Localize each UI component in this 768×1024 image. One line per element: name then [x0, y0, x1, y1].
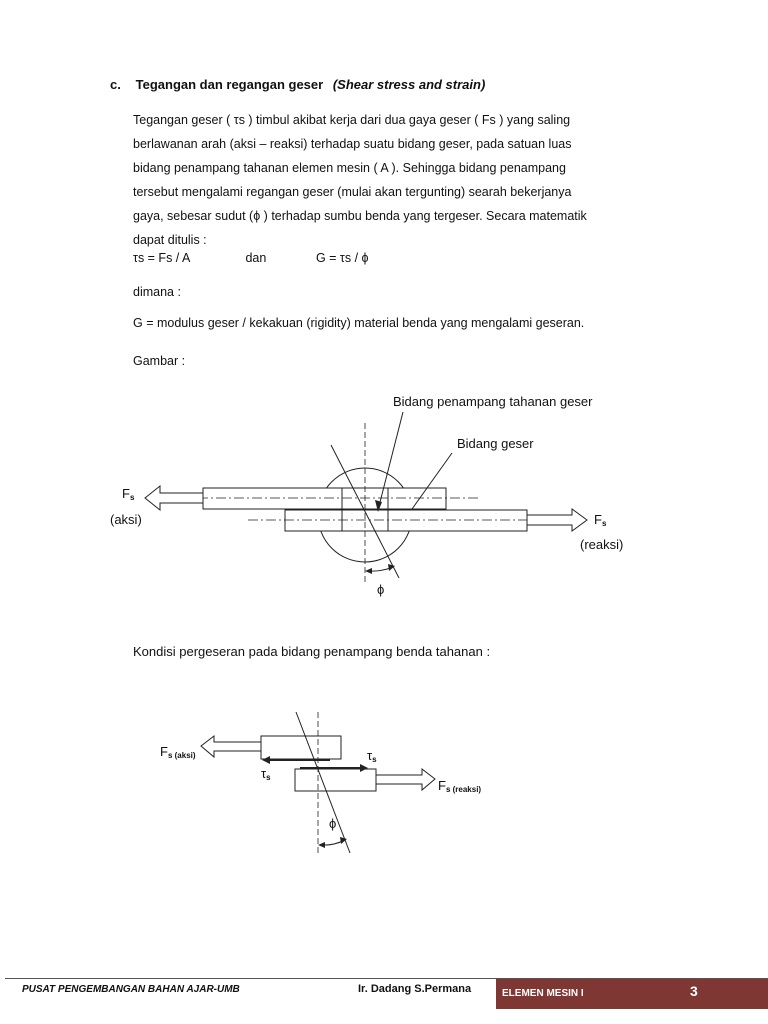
footer-course: ELEMEN MESIN I [502, 988, 584, 999]
page-number: 3 [690, 983, 698, 999]
kondisi-text: Kondisi pergeseran pada bidang penampang benda tahanan : [133, 644, 491, 659]
label2-tau-lower: $\tau_s$ [261, 766, 271, 782]
label2-fs-aksi: $F_{s (aksi)}$ [160, 744, 196, 760]
label2-tau-upper: $\tau_s$ [367, 748, 377, 764]
paragraph-line: gaya, sebesar sudut (ϕ ) terhadap sumbu benda yang tergeser. Secara matematik [133, 209, 587, 223]
gambar-label: Gambar : [133, 354, 186, 368]
phi-arc-2-arrowhead-left [318, 842, 325, 848]
section-number: c. [110, 77, 121, 92]
label-aksi: (aksi) [110, 512, 142, 527]
label-plane: Bidang penampang tahanan geser [393, 394, 593, 409]
paragraph-line: Tegangan geser ( τs ) timbul akibat kerja dari dua gaya geser ( Fs ) yang saling [133, 113, 571, 127]
label-shear-plane: Bidang geser [457, 436, 534, 451]
footer-institution: PUSAT PENGEMBANGAN BAHAN AJAR-UMB [22, 984, 240, 995]
paragraph-line: bidang penampang tahanan elemen mesin ( A ). Sehingga bidang penampang [133, 161, 566, 175]
section-title-english: (Shear stress and strain) [332, 77, 486, 92]
paragraph-line: tersebut mengalami regangan geser (mulai akan tergunting) searah bekerjanya [133, 185, 572, 199]
formula-modulus: G = τs / ϕ [315, 251, 369, 265]
section-title: Tegangan dan regangan geser [135, 77, 324, 92]
label-reaksi: (reaksi) [580, 537, 624, 552]
label-fs-aksi: $F_s$ [122, 486, 135, 502]
label-phi: ϕ [377, 582, 385, 597]
force-arrow-reaksi-2 [376, 769, 435, 790]
label2-phi: ϕ [329, 816, 337, 831]
footer-author: Ir. Dadang S.Permana [358, 983, 472, 995]
label2-fs-reaksi: $F_{s (reaksi)}$ [438, 778, 482, 794]
paragraph-line: berlawanan arah (aksi – reaksi) terhadap suatu bidang geser, pada satuan luas [133, 137, 572, 151]
label-fs-reaksi: $F_s$ [594, 512, 607, 528]
force-arrow-aksi-2 [201, 736, 261, 757]
formula-connector: dan [245, 251, 267, 265]
formula-shear-stress: τs = Fs / A [133, 251, 191, 265]
upper-block [261, 736, 341, 759]
lower-block [295, 769, 376, 791]
paragraph-line: dapat ditulis : [133, 233, 207, 247]
definition-text: G = modulus geser / kekakuan (rigidity) material benda yang mengalami geseran. [133, 316, 585, 330]
dimana-text: dimana : [133, 285, 181, 299]
